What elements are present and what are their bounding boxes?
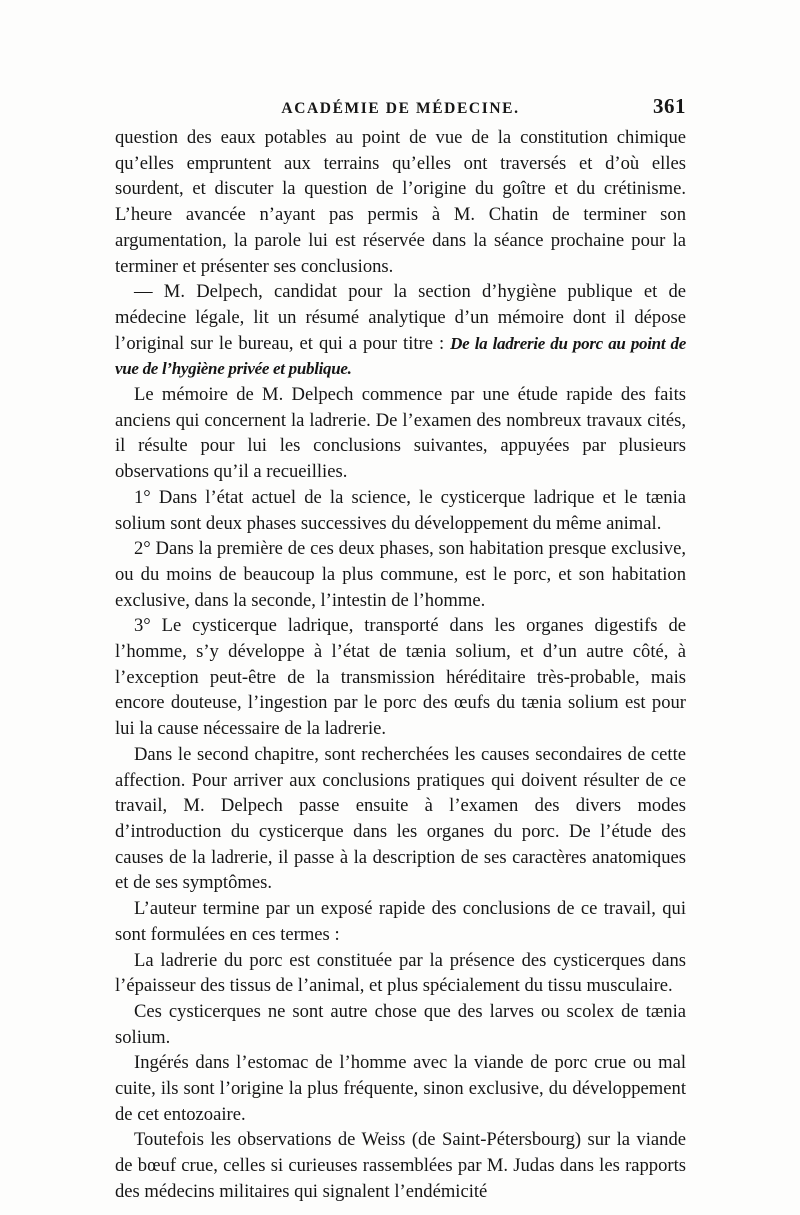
paragraph: 3° Le cysticerque ladrique, transporté dans les organes digestifs de l’homme, s’y développe à l’état de tænia solium, et d’un autre côté, à l’exception peut-être de la transmission héréditaire très-probable, mais encore douteuse, l’ingestion par le porc des œufs du tænia solium est pour lui la cause nécessaire de la ladrerie.	[115, 615, 686, 740]
page-number: 361	[653, 94, 686, 118]
paragraph: Toutefois les observations de Weiss (de Saint-Pétersbourg) sur la viande de bœuf crue, celles si curieuses rassemblées par M. Judas dans les rapports des médecins militaires qui signalent l’endémicité	[115, 1129, 686, 1202]
paragraph: 1° Dans l’état actuel de la science, le cysticerque ladrique et le tænia solium sont deux phases successives du développement du même animal.	[115, 486, 686, 534]
paragraph: Ces cysticerques ne sont autre chose que des larves ou scolex de tænia solium.	[115, 1000, 686, 1048]
paragraph-lead: — M. Delpech, candidat pour la section d’hygiène publique et de médecine légale, lit un résumé analytique d’un mémoire dont il dépose l’original sur le bureau, et qui a pour titre :	[115, 281, 686, 354]
paragraph: L’auteur termine par un exposé rapide des conclusions de ce travail, qui sont formulées en ces termes :	[115, 898, 686, 945]
paragraph: La ladrerie du porc est constituée par la présence des cysticerques dans l’épaisseur des tissus de l’animal, et plus spécialement du tissu musculaire.	[115, 949, 686, 997]
paragraph: Dans le second chapitre, sont recherchées les causes secondaires de cette affection. Pour arriver aux conclusions pratiques qui doivent résulter de ce travail, M. Delpech passe ensuite à l’examen des divers modes d’introduction du cysticerque dans les organes du porc. De l’étude des causes de la ladrerie, il passe à la description de ses caractères anatomiques et de ses symptômes.	[115, 743, 686, 894]
body-text	[115, 125, 686, 1205]
paragraph: question des eaux potables au point de vue de la constitution chimique qu’elles empruntent aux terrains qu’elles ont traversés et d’où elles sourdent, et discuter la question de l’origine du goître et du crétinisme. L’heure avancée n’ayant pas permis à M. Chatin de terminer son argumentation, la parole lui est réservée dans la séance prochaine pour la terminer et présenter ses conclusions.	[115, 127, 686, 277]
running-head	[115, 94, 686, 120]
paragraph: Le mémoire de M. Delpech commence par une étude rapide des faits anciens qui concernent la ladrerie. De l’examen des nombreux travaux cités, il résulte pour lui les conclusions suivantes, appuyées par plusieurs observations qu’il a recueillies.	[115, 384, 686, 483]
running-title: ACADÉMIE DE MÉDECINE.	[281, 100, 520, 117]
paragraph: 2° Dans la première de ces deux phases, son habitation presque exclusive, ou du moins de beaucoup la plus commune, est le porc, et son habitation exclusive, dans la seconde, l’intestin de l’homme.	[115, 538, 686, 611]
paragraph: Ingérés dans l’estomac de l’homme avec la viande de porc crue ou mal cuite, ils sont l’origine la plus fréquente, sinon exclusive, du développement de cet entozoaire.	[115, 1052, 686, 1125]
paragraph	[115, 279, 686, 382]
memoir-title: De la ladrerie du porc au point de vue de l’hygiène privée et publique.	[115, 333, 686, 379]
